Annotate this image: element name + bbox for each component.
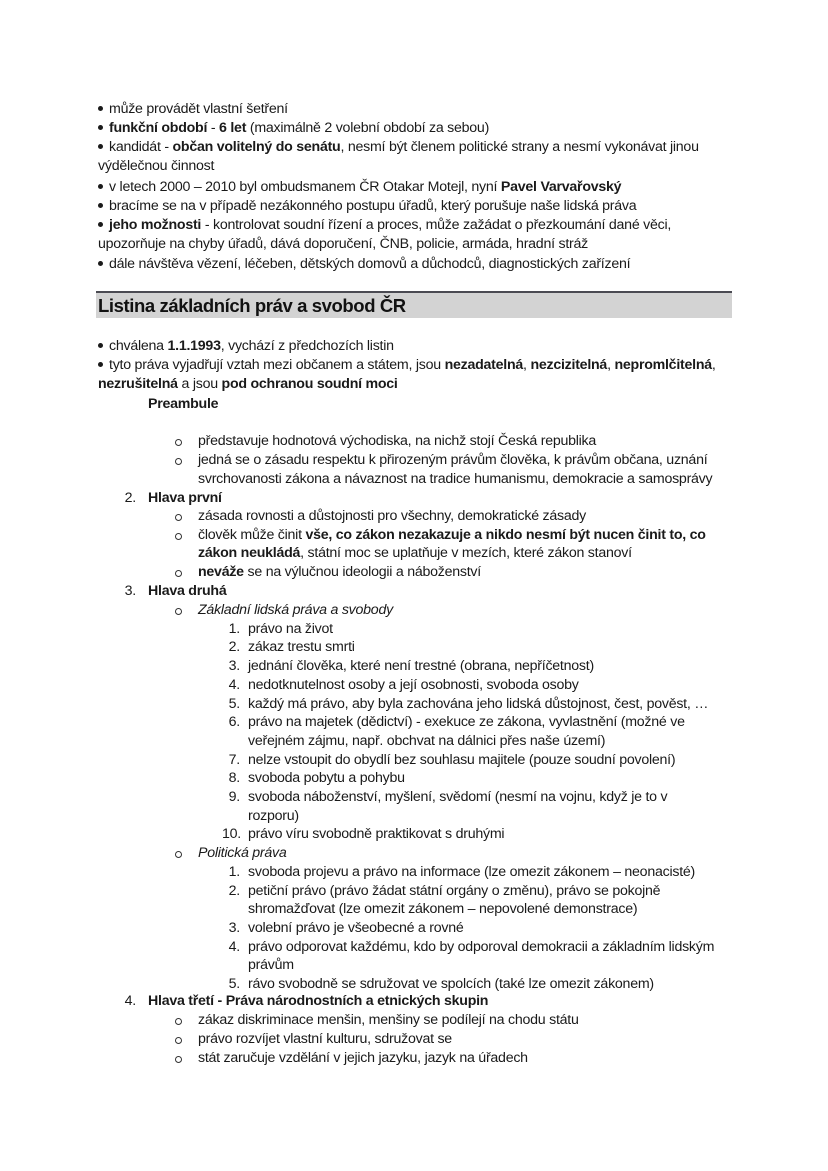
text-run: upozorňuje na chyby úřadů, dává doporučení, ČNB, policie, armáda, hradní stráž <box>98 236 588 252</box>
circle-bullet-icon <box>175 1018 182 1025</box>
text-run: v letech 2000 – 2010 byl ombudsmanem ČR Otakar Motejl, nyní <box>109 179 501 195</box>
intro-bullet-continuation <box>98 157 214 175</box>
circle-bullet-icon <box>175 458 182 465</box>
text-run: jedná se o zásadu respektu k přirozeným právům člověka, k právům občana, uznání <box>198 452 708 468</box>
list-number: 1. <box>228 863 240 880</box>
text-run: zásada rovnosti a důstojnosti pro všechny, demokratické zásady <box>198 508 586 524</box>
right-item: zákaz trestu smrti <box>248 639 355 656</box>
right-item: právům <box>248 957 294 974</box>
right-item: rávo svobodně se sdružovat ve spolcích (také lze omezit zákonem) <box>248 976 654 992</box>
bullet-icon <box>98 343 103 348</box>
chapter-item <box>198 563 481 581</box>
list-number: 8. <box>228 770 240 787</box>
text-run: 6 let <box>219 120 247 136</box>
text-run: , <box>523 357 531 373</box>
section-title: Listina základních práv a svobod ČR <box>98 295 406 316</box>
chapter-item <box>198 1011 579 1029</box>
right-item: právo odporovat každému, kdo by odporoval demokracii a základním lidským <box>248 938 715 955</box>
text-run: , nesmí být členem politické strany a nesmí vykonávat jinou <box>340 139 699 155</box>
bullet-icon <box>98 261 103 266</box>
bullet-icon <box>98 203 103 208</box>
rights-group-title: Politická práva <box>198 845 287 862</box>
section-bullet-item <box>98 356 716 374</box>
list-number: 3. <box>124 583 136 599</box>
right-item: svoboda pobytu a pohybu <box>248 770 405 787</box>
text-run: funkční období <box>109 120 208 136</box>
list-number: 5. <box>228 976 240 992</box>
text-run: může provádět vlastní šetření <box>109 101 288 117</box>
right-item: právo víru svobodně praktikovat s druhými <box>248 826 505 843</box>
intro-bullet-item <box>98 119 489 137</box>
text-run: 1.1.1993 <box>167 338 221 354</box>
list-number: 6. <box>228 714 240 731</box>
text-run: vše, co zákon nezakazuje a nikdo nesmí být nucen činit to, co <box>305 527 706 543</box>
preamble-title: Preambule <box>148 396 219 412</box>
text-run: se na výlučnou ideologii a náboženství <box>243 564 481 580</box>
text-run: a jsou <box>177 376 222 392</box>
list-number: 4. <box>124 993 136 1009</box>
text-run: neváže <box>198 564 244 580</box>
text-run: , <box>607 357 615 373</box>
text-run: nepromlčitelná <box>614 357 712 373</box>
chapter-item <box>198 1030 452 1048</box>
right-item: jednání člověka, které není trestné (obrana, nepříčetnost) <box>248 658 594 675</box>
text-run: stát zaručuje vzdělání v jejich jazyku, jazyk na úřadech <box>198 1050 528 1066</box>
list-number: 3. <box>228 919 240 936</box>
preamble-item <box>198 451 707 469</box>
list-number: 4. <box>228 938 240 955</box>
rights-group-title: Základní lidská práva a svobody <box>198 602 393 618</box>
intro-bullet-item <box>98 216 671 234</box>
text-run: , <box>711 357 716 373</box>
text-run: jeho možnosti <box>109 217 202 233</box>
text-run: bracíme se na v případě nezákonného postupu úřadů, který porušuje naše lidská práva <box>109 198 637 214</box>
right-item: svoboda projevu a právo na informace (lze omezit zákonem – neonacisté) <box>248 863 695 880</box>
text-run: tyto práva vyjadřují vztah mezi občanem a státem, jsou <box>109 357 445 373</box>
text-run: právo rozvíjet vlastní kulturu, sdružovat se <box>198 1031 452 1047</box>
right-item: svoboda náboženství, myšlení, svědomí (nesmí na vojnu, když je to v <box>248 789 668 805</box>
chapter-title: Hlava první <box>148 490 222 506</box>
intro-bullet-item <box>98 197 636 215</box>
section-bullet-item <box>98 337 394 355</box>
text-run: dále návštěva vězení, léčeben, dětských domovů a důchodců, diagnostických zařízení <box>109 256 631 272</box>
bullet-icon <box>98 144 103 149</box>
right-item: nelze vstoupit do obydlí bez souhlasu majitele (pouze soudní povolení) <box>248 751 676 768</box>
text-run: výdělečnou činnost <box>98 158 215 174</box>
list-number: 9. <box>228 789 240 805</box>
right-item: nedotknutelnost osoby a její osobnosti, svoboda osoby <box>248 676 579 693</box>
text-run: občan volitelný do senátu <box>172 139 341 155</box>
right-item: shromažďovat (lze omezit zákonem – nepovolené demonstrace) <box>248 901 638 918</box>
intro-bullet-item <box>98 178 621 196</box>
list-number: 3. <box>228 658 240 675</box>
circle-bullet-icon <box>175 439 182 446</box>
text-run: Pavel Varvařovský <box>500 179 622 195</box>
list-number: 5. <box>228 695 240 712</box>
text-run: svrchovanosti zákona a návaznost na tradice humanismu, demokracie a samosprávy <box>198 471 713 487</box>
bullet-icon <box>98 106 103 111</box>
right-item: petiční právo (právo žádat státní orgány o změnu), právo se pokojně <box>248 882 661 899</box>
list-number: 1. <box>228 620 240 637</box>
circle-bullet-icon <box>175 570 182 577</box>
text-run: zákon neukládá <box>198 545 301 561</box>
section-bullet-continuation <box>98 375 398 393</box>
list-number: 7. <box>228 751 240 768</box>
circle-bullet-icon <box>175 608 182 615</box>
bullet-icon <box>98 184 103 189</box>
intro-bullet-item <box>98 138 699 156</box>
text-run: pod ochranou soudní moci <box>221 376 398 392</box>
list-number: 2. <box>228 882 240 899</box>
list-number: 2. <box>124 490 136 506</box>
intro-bullet-item <box>98 255 630 273</box>
preamble-item <box>198 470 712 488</box>
text-run: , vychází z předchozích listin <box>220 338 394 354</box>
circle-bullet-icon <box>175 851 182 858</box>
list-number: 4. <box>228 676 240 693</box>
preamble-item <box>198 432 596 450</box>
text-run: , státní moc se uplatňuje v mezích, které zákon stanoví <box>300 545 632 561</box>
bullet-icon <box>98 222 103 227</box>
intro-bullet-continuation <box>98 235 588 253</box>
right-item: každý má právo, aby byla zachována jeho lidská důstojnost, čest, pověst, … <box>248 695 709 712</box>
circle-bullet-icon <box>175 533 182 540</box>
text-run: nezcizitelná <box>530 357 608 373</box>
text-run: představuje hodnotová východiska, na nichž stojí Česká republika <box>198 433 597 449</box>
chapter-item <box>198 526 706 544</box>
section-heading-bar <box>96 291 732 318</box>
text-run: (maximálně 2 volební období za sebou) <box>246 120 490 136</box>
chapter-title: Hlava druhá <box>148 583 227 599</box>
text-run: kandidát - <box>109 139 173 155</box>
list-number: 10. <box>222 826 241 843</box>
bullet-icon <box>98 362 103 367</box>
intro-bullet-item <box>98 100 288 118</box>
text-run: - <box>207 120 220 136</box>
chapter-title: Hlava třetí - Práva národnostních a etnických skupin <box>148 993 489 1009</box>
list-number: 2. <box>228 639 240 656</box>
text-run: nezrušitelná <box>98 376 178 392</box>
bullet-icon <box>98 125 103 130</box>
right-item: rozporu) <box>248 807 299 824</box>
chapter-item <box>198 1049 528 1067</box>
circle-bullet-icon <box>175 1056 182 1063</box>
text-run: - kontrolovat soudní řízení a proces, může zažádat o přezkoumání dané věci, <box>201 217 672 233</box>
circle-bullet-icon <box>175 1037 182 1044</box>
right-item: právo na majetek (dědictví) - exekuce ze zákona, vyvlastnění (možné ve <box>248 714 685 731</box>
circle-bullet-icon <box>175 514 182 521</box>
text-run: člověk může činit <box>198 527 306 543</box>
right-item: volební právo je všeobecné a rovné <box>248 919 464 936</box>
text-run: chválena <box>109 338 168 354</box>
chapter-item <box>198 544 632 562</box>
right-item: právo na život <box>248 620 333 637</box>
text-run: zákaz diskriminace menšin, menšiny se podílejí na chodu státu <box>198 1012 579 1028</box>
right-item: veřejném zájmu, např. obchvat na dálnici přes naše území) <box>248 732 606 749</box>
text-run: nezadatelná <box>444 357 524 373</box>
chapter-item <box>198 507 586 525</box>
